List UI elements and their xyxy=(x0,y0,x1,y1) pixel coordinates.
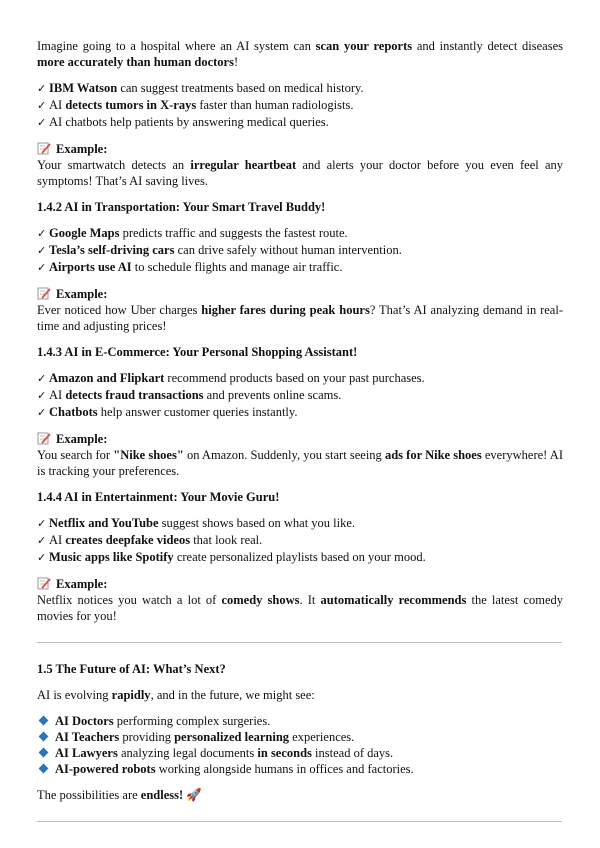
checkmark-icon: ✓ xyxy=(37,551,47,564)
section-heading: 1.5 The Future of AI: What’s Next? xyxy=(37,662,226,676)
section-heading: 1.4.3 AI in E-Commerce: Your Personal Shopping Assistant! xyxy=(37,345,358,359)
memo-icon xyxy=(37,142,52,155)
list-item: ✓ Amazon and Flipkart recommend products based on your past purchases. xyxy=(37,371,425,385)
list-item: AI Lawyers analyzing legal documents in seconds instead of days. xyxy=(37,745,563,761)
ecommerce-list xyxy=(37,370,563,421)
future-intro: AI is evolving rapidly, and in the future, we might see: xyxy=(37,688,315,702)
diamond-icon xyxy=(39,732,49,742)
checkmark-icon: ✓ xyxy=(37,227,47,240)
list-item: ✓ Netflix and YouTube suggest shows based on what you like. xyxy=(37,516,356,530)
list-item: AI Doctors performing complex surgeries. xyxy=(37,713,563,729)
list-item: ✓ Tesla’s self-driving cars can drive safely without human intervention. xyxy=(37,243,402,257)
list-item: ✓ AI detects fraud transactions and prevents online scams. xyxy=(37,388,342,402)
diamond-icon xyxy=(39,764,49,774)
list-item: ✓ AI creates deepfake videos that look real. xyxy=(37,533,263,547)
example-heading: Example: xyxy=(37,431,563,447)
memo-icon xyxy=(37,577,52,590)
list-item: ✓ IBM Watson can suggest treatments based on medical history. xyxy=(37,81,364,95)
checkmark-icon: ✓ xyxy=(37,534,47,547)
example-heading: Example: xyxy=(37,576,563,592)
document-page xyxy=(37,38,563,840)
divider xyxy=(37,821,562,822)
checkmark-icon: ✓ xyxy=(37,82,47,95)
example-text: Netflix notices you watch a lot of comedy shows. It automatically recommends the latest comedy movies for you! xyxy=(37,593,563,623)
checkmark-icon: ✓ xyxy=(37,406,47,419)
memo-icon xyxy=(37,287,52,300)
checkmark-icon: ✓ xyxy=(37,517,47,530)
checkmark-icon: ✓ xyxy=(37,389,47,402)
list-item: ✓ AI chatbots help patients by answering medical queries. xyxy=(37,115,329,129)
diamond-icon xyxy=(39,716,49,726)
checkmark-icon: ✓ xyxy=(37,99,47,112)
list-item: ✓ Chatbots help answer customer queries instantly. xyxy=(37,405,298,419)
transport-list xyxy=(37,225,563,276)
memo-icon xyxy=(37,432,52,445)
closing-line: The possibilities are endless! 🚀 xyxy=(37,787,202,802)
example-text: Ever noticed how Uber charges higher fares during peak hours? That’s AI analyzing demand in real-time and adjusting prices! xyxy=(37,303,563,333)
health-list xyxy=(37,80,563,131)
diamond-icon xyxy=(39,748,49,758)
entertainment-list xyxy=(37,515,563,566)
example-heading: Example: xyxy=(37,286,563,302)
list-item: AI-powered robots working alongside humans in offices and factories. xyxy=(37,761,563,777)
checkmark-icon: ✓ xyxy=(37,372,47,385)
example-heading: Example: xyxy=(37,141,563,157)
rocket-icon: 🚀 xyxy=(186,787,202,802)
checkmark-icon: ✓ xyxy=(37,116,47,129)
list-item: ✓ Airports use AI to schedule flights and manage air traffic. xyxy=(37,260,343,274)
list-item: ✓ AI detects tumors in X-rays faster than human radiologists. xyxy=(37,98,354,112)
intro-paragraph: Imagine going to a hospital where an AI system can scan your reports and instantly detect diseases more accurately than human doctors! xyxy=(37,39,564,69)
list-item: AI Teachers providing personalized learning experiences. xyxy=(37,729,563,745)
list-item: ✓ Music apps like Spotify create personalized playlists based on your mood. xyxy=(37,550,426,564)
checkmark-icon: ✓ xyxy=(37,244,47,257)
list-item: ✓ Google Maps predicts traffic and suggests the fastest route. xyxy=(37,226,348,240)
example-text: You search for "Nike shoes" on Amazon. Suddenly, you start seeing ads for Nike shoes everywhere! AI is tracking your preferences. xyxy=(37,448,563,478)
divider xyxy=(37,642,562,643)
section-heading: 1.4.4 AI in Entertainment: Your Movie Guru! xyxy=(37,490,280,504)
checkmark-icon: ✓ xyxy=(37,261,47,274)
example-text: Your smartwatch detects an irregular heartbeat and alerts your doctor before you even feel any symptoms! That’s AI saving lives. xyxy=(37,158,564,188)
section-heading: 1.4.2 AI in Transportation: Your Smart Travel Buddy! xyxy=(37,200,326,214)
future-list xyxy=(37,713,563,777)
